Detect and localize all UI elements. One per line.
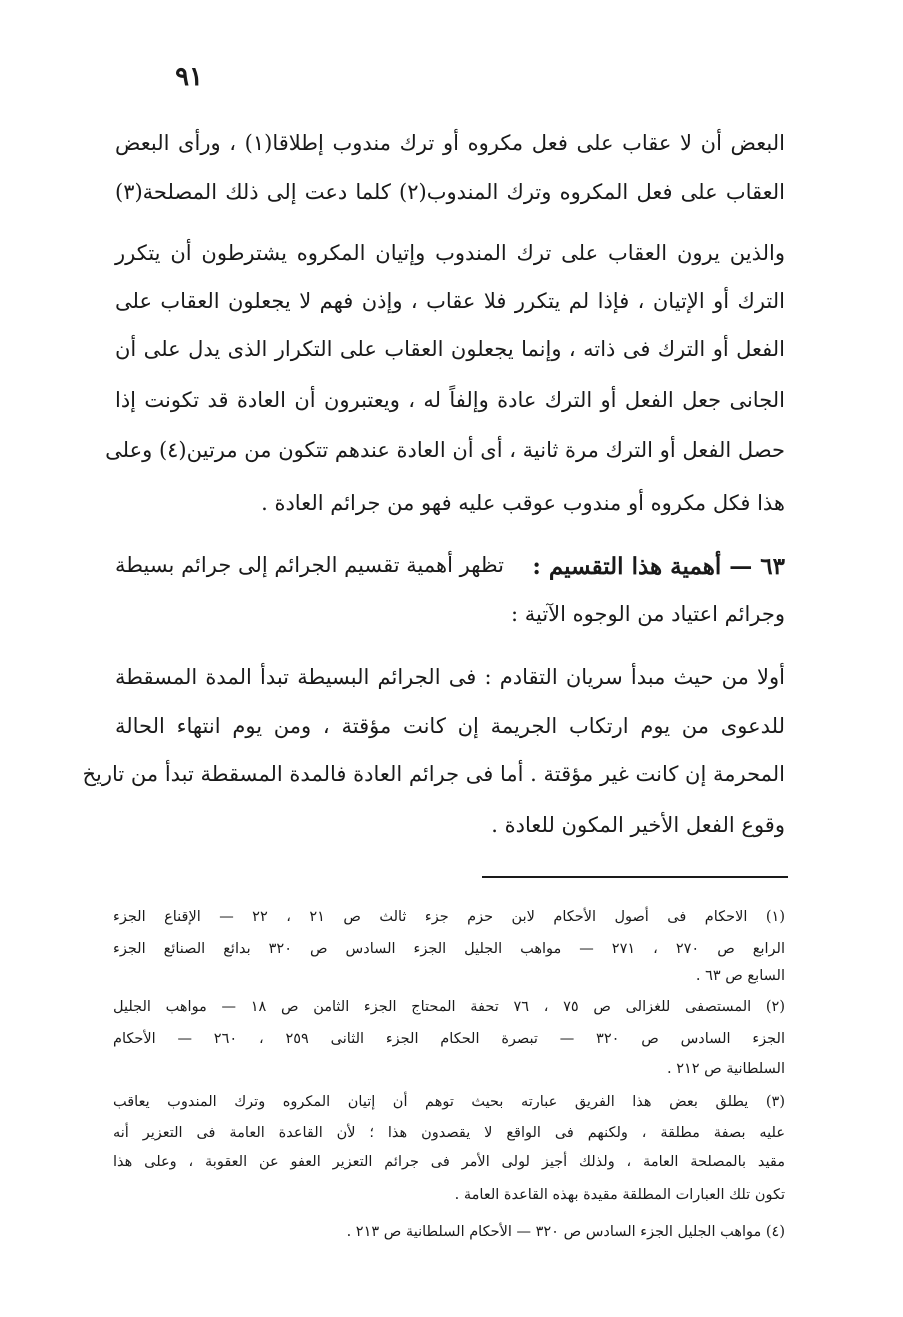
text-line: وجرائم اعتياد من الوجوه الآتية : — [510, 602, 785, 626]
text-line: هذا فكل مكروه أو مندوب عوقب عليه فهو من جرائم العادة . — [261, 491, 785, 515]
section-heading: ٦٣ — أهمية هذا التقسيم : — [532, 553, 785, 580]
footnote-line: السابع ص ٦٣ . — [695, 968, 785, 984]
page-number: ٩١ — [175, 62, 203, 92]
text-line: حصل الفعل أو الترك مرة ثانية ، أى أن العادة عندهم تتكون من مرتين(٤) وعلى — [105, 438, 785, 462]
text-line: للدعوى من يوم ارتكاب الجريمة إن كانت مؤقتة ، ومن يوم انتهاء الحالة — [115, 714, 785, 738]
footnote-line: الجزء السادس ص ٣٢٠ — تبصرة الحكام الجزء الثانى ٢٥٩ ، ٢٦٠ — الأحكام — [113, 1031, 785, 1047]
footnote-line: الرابع ص ٢٧٠ ، ٢٧١ — مواهب الجليل الجزء السادس ص ٣٢٠ بدائع الصنائع الجزء — [113, 941, 785, 957]
text-line: الجانى جعل الفعل أو الترك عادة وإلفاً له ، ويعتبرون أن العادة قد تكونت إذا — [115, 388, 785, 412]
text-line: وقوع الفعل الأخير المكون للعادة . — [491, 813, 785, 837]
footnote-line: تكون تلك العبارات المطلقة مقيدة بهذه القاعدة العامة . — [454, 1187, 785, 1203]
footnote-line: مقيد بالمصلحة العامة ، ولذلك أجيز لولى الأمر فى جرائم التعزير العفو عن العقوبة ، وعلى هذا — [113, 1154, 785, 1170]
text-line: الفعل أو الترك فى ذاته ، وإنما يجعلون العقاب على التكرار الذى يدل على أن — [115, 337, 785, 361]
footnote-line: (٣) يطلق بعض هذا الفريق عبارته بحيث توهم أن إتيان المكروه وترك المندوب يعاقب — [113, 1094, 785, 1110]
footnote-line: عليه بصفة مطلقة ، ولكنهم فى الواقع لا يقصدون هذا ؛ لأن القاعدة العامة فى التعزير أنه — [113, 1125, 785, 1141]
text-line: الترك أو الإتيان ، فإذا لم يتكرر فلا عقاب ، وإذن فهم لا يجعلون العقاب على — [115, 289, 785, 313]
text-line: المحرمة إن كانت غير مؤقتة . أما فى جرائم العادة فالمدة المسقطة تبدأ من تاريخ — [82, 762, 785, 786]
text-line: العقاب على فعل المكروه وترك المندوب(٢) كلما دعت إلى ذلك المصلحة(٣) — [115, 180, 785, 204]
footnote-line: (٤) مواهب الجليل الجزء السادس ص ٣٢٠ — الأحكام السلطانية ص ٢١٣ . — [346, 1224, 785, 1240]
footnote-line: (١) الاحكام فى أصول الأحكام لابن حزم جزء ثالث ص ٢١ ، ٢٢ — الإقناع الجزء — [113, 909, 785, 925]
text-line: البعض أن لا عقاب على فعل مكروه أو ترك مندوب إطلاقا(١) ، ورأى البعض — [115, 131, 785, 155]
section-text: تظهر أهمية تقسيم الجرائم إلى جرائم بسيطة — [115, 553, 504, 577]
footnotes — [82, 0, 785, 1300]
text-line: أولا من حيث مبدأ سريان التقادم : فى الجرائم البسيطة تبدأ المدة المسقطة — [115, 665, 785, 689]
footnote-line: (٢) المستصفى للغزالى ص ٧٥ ، ٧٦ تحفة المحتاج الجزء الثامن ص ١٨ — مواهب الجليل — [113, 999, 785, 1015]
footnote-line: السلطانية ص ٢١٢ . — [666, 1061, 785, 1077]
text-line: والذين يرون العقاب على ترك المندوب وإتيان المكروه يشترطون أن يتكرر — [115, 241, 785, 265]
